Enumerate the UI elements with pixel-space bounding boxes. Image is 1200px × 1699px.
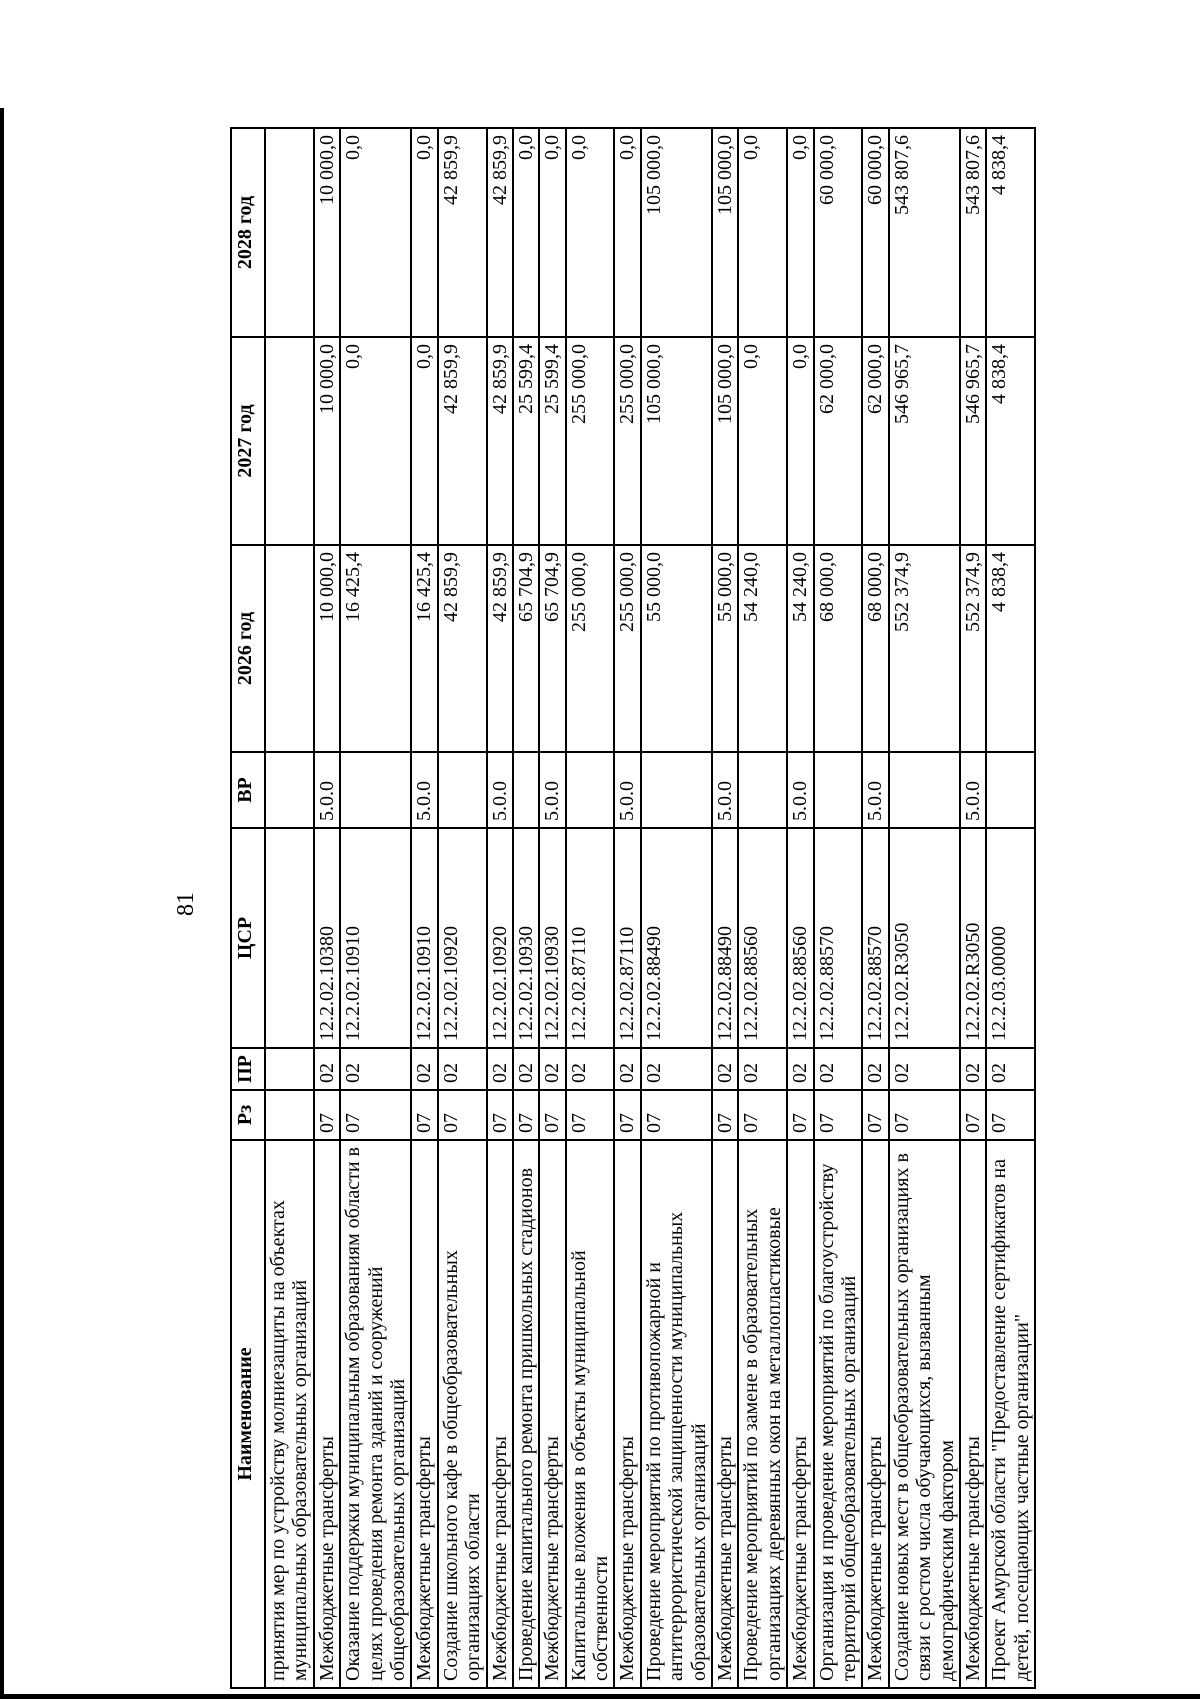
table-cell: 02	[566, 1048, 615, 1090]
table-row	[641, 128, 712, 1688]
table-cell: 07	[411, 1090, 437, 1140]
table-cell: 07	[438, 1090, 487, 1140]
table-cell: 12.2.02.10910	[411, 828, 437, 1048]
table-cell: 55 000,0	[641, 545, 712, 752]
table-cell: 0,0	[539, 128, 565, 337]
column-header: ПР	[231, 1048, 265, 1090]
table-cell: Создание школьного кафе в общеобразовательных организациях области	[438, 1140, 487, 1688]
table-cell: 12.2.03.00000	[986, 828, 1035, 1048]
budget-table	[230, 127, 1036, 1689]
table-cell: 255 000,0	[614, 545, 640, 752]
table-cell	[566, 752, 615, 828]
table-cell: 02	[787, 1048, 813, 1090]
table-cell: 255 000,0	[566, 337, 615, 545]
table-cell: Проведение мероприятий по противопожарной и антитеррористической защищенности муниципальных образовательных организаций	[641, 1140, 712, 1688]
table-cell: 02	[411, 1048, 437, 1090]
table-cell: 12.2.02.R3050	[960, 828, 986, 1048]
table-cell: 12.2.02.10920	[487, 828, 513, 1048]
table-cell: принятия мер по устройству молниезащиты на объектах муниципальных образовательных организаций	[265, 1140, 314, 1688]
table-cell: 5.0.0	[614, 752, 640, 828]
table-cell: 10 000,0	[314, 128, 340, 337]
table-cell: 07	[340, 1090, 411, 1140]
table-cell: 12.2.02.10930	[539, 828, 565, 1048]
table-cell: 42 859,9	[487, 128, 513, 337]
table-cell: 07	[889, 1090, 960, 1140]
table-cell: 02	[487, 1048, 513, 1090]
table-row	[986, 128, 1035, 1688]
table-cell: 07	[539, 1090, 565, 1140]
table-cell: 0,0	[614, 128, 640, 337]
table-cell: 07	[738, 1090, 787, 1140]
table-cell	[265, 1090, 314, 1140]
table-cell: 02	[712, 1048, 738, 1090]
table-cell	[513, 752, 539, 828]
table-cell: 12.2.02.10380	[314, 828, 340, 1048]
table-cell: 105 000,0	[641, 128, 712, 337]
table-row	[487, 128, 513, 1688]
table-cell: 68 000,0	[814, 545, 863, 752]
table-cell: 65 704,9	[539, 545, 565, 752]
table-cell: Проведение капитального ремонта пришкольных стадионов	[513, 1140, 539, 1688]
table-cell: 546 965,7	[960, 337, 986, 545]
table-cell: 5.0.0	[487, 752, 513, 828]
column-header: 2028 год	[231, 128, 265, 337]
table-cell: 0,0	[340, 128, 411, 337]
table-cell: 12.2.02.87110	[566, 828, 615, 1048]
table-cell: 02	[314, 1048, 340, 1090]
table-cell: 42 859,9	[487, 337, 513, 545]
table-cell: 0,0	[411, 128, 437, 337]
table-cell: 4 838,4	[986, 337, 1035, 545]
table-row	[411, 128, 437, 1688]
table-cell: 543 807,6	[889, 128, 960, 337]
table-cell: 0,0	[566, 128, 615, 337]
table-cell: Межбюджетные трансферты	[614, 1140, 640, 1688]
table-row	[960, 128, 986, 1688]
column-header: 2026 год	[231, 545, 265, 752]
table-cell	[340, 752, 411, 828]
table-cell: 0,0	[738, 337, 787, 545]
table-cell: 02	[614, 1048, 640, 1090]
table-cell: 105 000,0	[641, 337, 712, 545]
table-cell: 546 965,7	[889, 337, 960, 545]
table-cell: 105 000,0	[712, 128, 738, 337]
column-header: 2027 год	[231, 337, 265, 545]
table-cell	[986, 752, 1035, 828]
table-cell: 12.2.02.88490	[641, 828, 712, 1048]
table-cell	[265, 545, 314, 752]
table-cell: 12.2.02.10930	[513, 828, 539, 1048]
table-cell: 02	[986, 1048, 1035, 1090]
table-cell: 0,0	[738, 128, 787, 337]
table-cell	[814, 752, 863, 828]
table-row	[712, 128, 738, 1688]
table-cell: 60 000,0	[814, 128, 863, 337]
table-cell: 0,0	[513, 128, 539, 337]
column-header: ВР	[231, 752, 265, 828]
table-row	[787, 128, 813, 1688]
table-cell: 16 425,4	[340, 545, 411, 752]
table-cell: Оказание поддержки муниципальным образованиям области в целях проведения ремонта зданий и сооружений общеобразовательных организаций	[340, 1140, 411, 1688]
table-cell: 02	[814, 1048, 863, 1090]
table-cell	[265, 128, 314, 337]
column-header: Наименование	[231, 1140, 265, 1688]
table-cell: 07	[986, 1090, 1035, 1140]
table-cell: 12.2.02.88560	[738, 828, 787, 1048]
table-cell: 25 599,4	[513, 337, 539, 545]
table-cell: 255 000,0	[614, 337, 640, 545]
table-cell: 105 000,0	[712, 337, 738, 545]
table-cell: 12.2.02.88490	[712, 828, 738, 1048]
table-cell: 02	[738, 1048, 787, 1090]
table-cell: 07	[566, 1090, 615, 1140]
table-cell: 07	[641, 1090, 712, 1140]
table-cell: Межбюджетные трансферты	[487, 1140, 513, 1688]
table-cell: Капитальные вложения в объекты муниципальной собственности	[566, 1140, 615, 1688]
table-cell: Межбюджетные трансферты	[539, 1140, 565, 1688]
table-cell: 0,0	[787, 337, 813, 545]
table-cell: 10 000,0	[314, 337, 340, 545]
table-cell: 552 374,9	[960, 545, 986, 752]
table-cell: Организация и проведение мероприятий по благоустройству территорий общеобразовательных организаций	[814, 1140, 863, 1688]
table-cell: 07	[960, 1090, 986, 1140]
table-cell: 07	[862, 1090, 888, 1140]
table-row	[265, 128, 314, 1688]
table-cell: 07	[487, 1090, 513, 1140]
table-cell: 5.0.0	[411, 752, 437, 828]
table-cell: Проект Амурской области "Предоставление сертификатов на детей, посещающих частные организации"	[986, 1140, 1035, 1688]
table-cell: 0,0	[411, 337, 437, 545]
table-body	[265, 128, 1035, 1688]
table-cell: 02	[960, 1048, 986, 1090]
table-row	[340, 128, 411, 1688]
table-cell: 02	[889, 1048, 960, 1090]
scan-border-bottom	[0, 1694, 1200, 1699]
table-row	[738, 128, 787, 1688]
table-cell: Создание новых мест в общеобразовательных организациях в связи с ростом числа обучающихся, вызванным демографическим фактором	[889, 1140, 960, 1688]
table-cell: 12.2.02.10910	[340, 828, 411, 1048]
table-row	[513, 128, 539, 1688]
table-cell	[889, 752, 960, 828]
table-cell: 12.2.02.88560	[787, 828, 813, 1048]
table-cell: 12.2.02.87110	[614, 828, 640, 1048]
table-cell: 5.0.0	[314, 752, 340, 828]
table-cell: 552 374,9	[889, 545, 960, 752]
table-cell	[265, 752, 314, 828]
column-header: Рз	[231, 1090, 265, 1140]
table-cell: 54 240,0	[738, 545, 787, 752]
table-cell: 55 000,0	[712, 545, 738, 752]
table-cell: 02	[340, 1048, 411, 1090]
table-cell: 12.2.02.88570	[862, 828, 888, 1048]
table-cell: Межбюджетные трансферты	[411, 1140, 437, 1688]
table-cell: Межбюджетные трансферты	[862, 1140, 888, 1688]
table-cell: 54 240,0	[787, 545, 813, 752]
table-cell	[641, 752, 712, 828]
table-cell: 02	[641, 1048, 712, 1090]
table-cell: 12.2.02.88570	[814, 828, 863, 1048]
table-cell: 07	[814, 1090, 863, 1140]
table-cell: 07	[314, 1090, 340, 1140]
table-cell: 5.0.0	[960, 752, 986, 828]
table-cell	[265, 1048, 314, 1090]
table-cell: 255 000,0	[566, 545, 615, 752]
table-cell: 42 859,9	[438, 128, 487, 337]
table-row	[814, 128, 863, 1688]
table-cell: 4 838,4	[986, 128, 1035, 337]
table-row	[614, 128, 640, 1688]
table-row	[889, 128, 960, 1688]
scan-border-left	[0, 108, 4, 1699]
table-row	[314, 128, 340, 1688]
table-cell	[265, 828, 314, 1048]
table-cell: 10 000,0	[314, 545, 340, 752]
table-cell: 02	[513, 1048, 539, 1090]
table-cell	[738, 752, 787, 828]
table-cell: 62 000,0	[862, 337, 888, 545]
table-cell	[265, 337, 314, 545]
table-cell: 25 599,4	[539, 337, 565, 545]
table-cell: 0,0	[787, 128, 813, 337]
table-cell: 68 000,0	[862, 545, 888, 752]
table-cell: 07	[614, 1090, 640, 1140]
table-cell	[438, 752, 487, 828]
table-row	[539, 128, 565, 1688]
table-cell: Проведение мероприятий по замене в образовательных организациях деревянных окон на металлопластиковые	[738, 1140, 787, 1688]
table-cell: Межбюджетные трансферты	[787, 1140, 813, 1688]
table-cell: 4 838,4	[986, 545, 1035, 752]
column-header: ЦСР	[231, 828, 265, 1048]
table-cell: 5.0.0	[539, 752, 565, 828]
table-cell: 0,0	[340, 337, 411, 545]
table-cell: 5.0.0	[862, 752, 888, 828]
table-cell: 5.0.0	[787, 752, 813, 828]
table-cell: 42 859,9	[438, 337, 487, 545]
table-cell: Межбюджетные трансферты	[712, 1140, 738, 1688]
table-cell: 5.0.0	[712, 752, 738, 828]
table-row	[566, 128, 615, 1688]
table-cell: 62 000,0	[814, 337, 863, 545]
table-row	[862, 128, 888, 1688]
table-cell: 543 807,6	[960, 128, 986, 337]
table-cell: 12.2.02.10920	[438, 828, 487, 1048]
table-cell: 07	[787, 1090, 813, 1140]
table-cell: 16 425,4	[411, 545, 437, 752]
table-cell: 02	[539, 1048, 565, 1090]
table-cell: 42 859,9	[438, 545, 487, 752]
table-cell: 07	[513, 1090, 539, 1140]
table-cell: 65 704,9	[513, 545, 539, 752]
table-cell: Межбюджетные трансферты	[314, 1140, 340, 1688]
rotated-page	[170, 129, 1200, 1689]
table-cell: 12.2.02.R3050	[889, 828, 960, 1048]
table-row	[438, 128, 487, 1688]
table-cell: 42 859,9	[487, 545, 513, 752]
page-number: 81	[173, 892, 199, 916]
table-cell: 02	[438, 1048, 487, 1090]
table-cell: 07	[712, 1090, 738, 1140]
table-cell: 02	[862, 1048, 888, 1090]
table-cell: Межбюджетные трансферты	[960, 1140, 986, 1688]
table-header-row	[231, 128, 265, 1688]
table-cell: 60 000,0	[862, 128, 888, 337]
